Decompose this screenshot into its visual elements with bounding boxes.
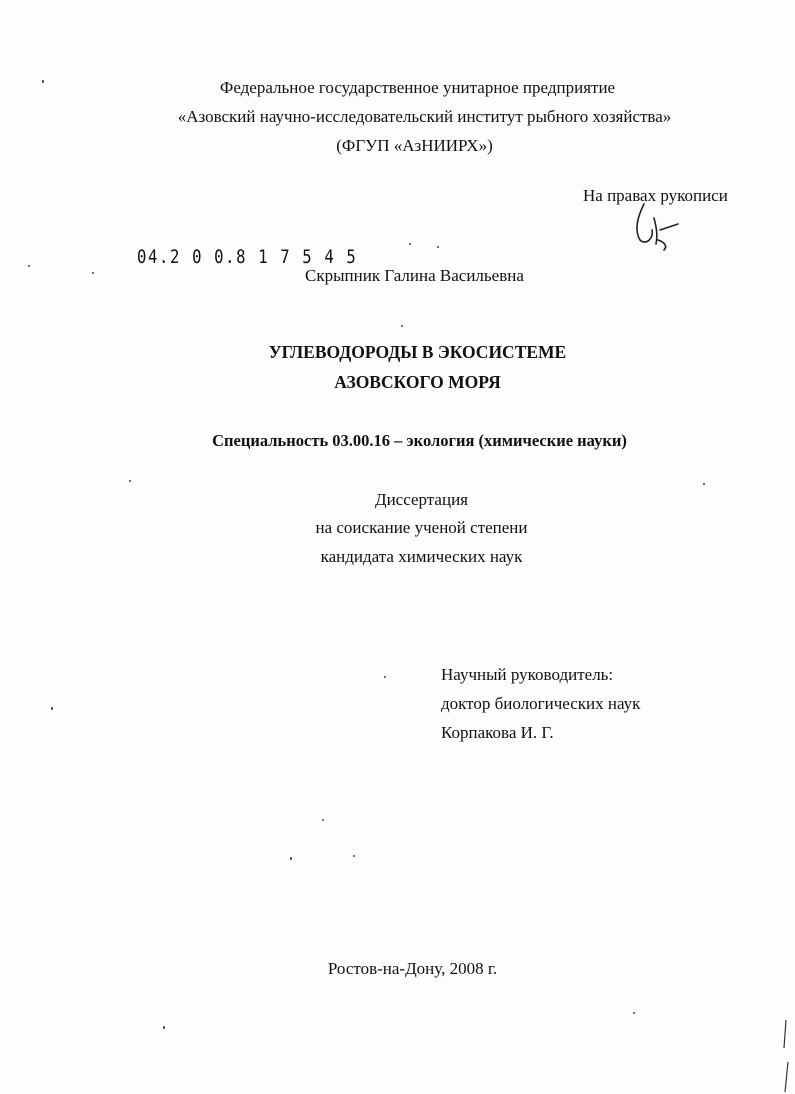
supervisor-name: Корпакова И. Г. [441, 723, 554, 742]
supervisor-degree: доктор биологических наук [441, 694, 641, 713]
organization-abbreviation: (ФГУП «АзНИИРХ») [336, 136, 493, 155]
supervisor-label: Научный руководитель: [441, 665, 614, 684]
scan-speck [92, 272, 94, 274]
scan-speck [633, 1012, 635, 1014]
scan-speck [409, 243, 411, 245]
dissertation-label: Диссертация [374, 490, 468, 509]
scan-speck [28, 265, 30, 267]
scan-speck [42, 80, 44, 83]
thesis-title-line1: УГЛЕВОДОРОДЫ В ЭКОСИСТЕМЕ [268, 342, 567, 362]
scan-speck [437, 246, 439, 248]
thesis-title-line2: АЗОВСКОГО МОРЯ [334, 372, 501, 392]
scan-speck [322, 819, 324, 821]
scan-edge-mark [780, 1018, 794, 1094]
scan-speck [129, 480, 131, 482]
scan-speck [384, 676, 386, 678]
organization-name-line1: Федеральное государственное унитарное предприятие [219, 78, 616, 97]
scan-speck [290, 857, 292, 860]
author-name: Скрыпник Галина Васильевна [305, 266, 524, 285]
dissertation-degree: кандидата химических наук [320, 547, 523, 566]
scan-speck [353, 855, 355, 857]
scan-speck [703, 483, 705, 485]
specialty: Специальность 03.00.16 – экология (химические науки) [212, 431, 627, 450]
organization-name-line2: «Азовский научно-исследовательский институт рыбного хозяйства» [177, 107, 672, 126]
handwritten-signature [620, 196, 690, 256]
registration-number: 04.2 0 0.8 1 7 5 4 5 [137, 246, 358, 268]
manuscript-rights-note: На правах рукописи [583, 186, 728, 205]
dissertation-purpose: на соискание ученой степени [315, 518, 528, 537]
place-and-year: Ростов-на-Дону, 2008 г. [327, 959, 498, 978]
scan-speck [51, 707, 53, 710]
scan-speck [401, 325, 403, 327]
scan-speck [163, 1026, 165, 1029]
